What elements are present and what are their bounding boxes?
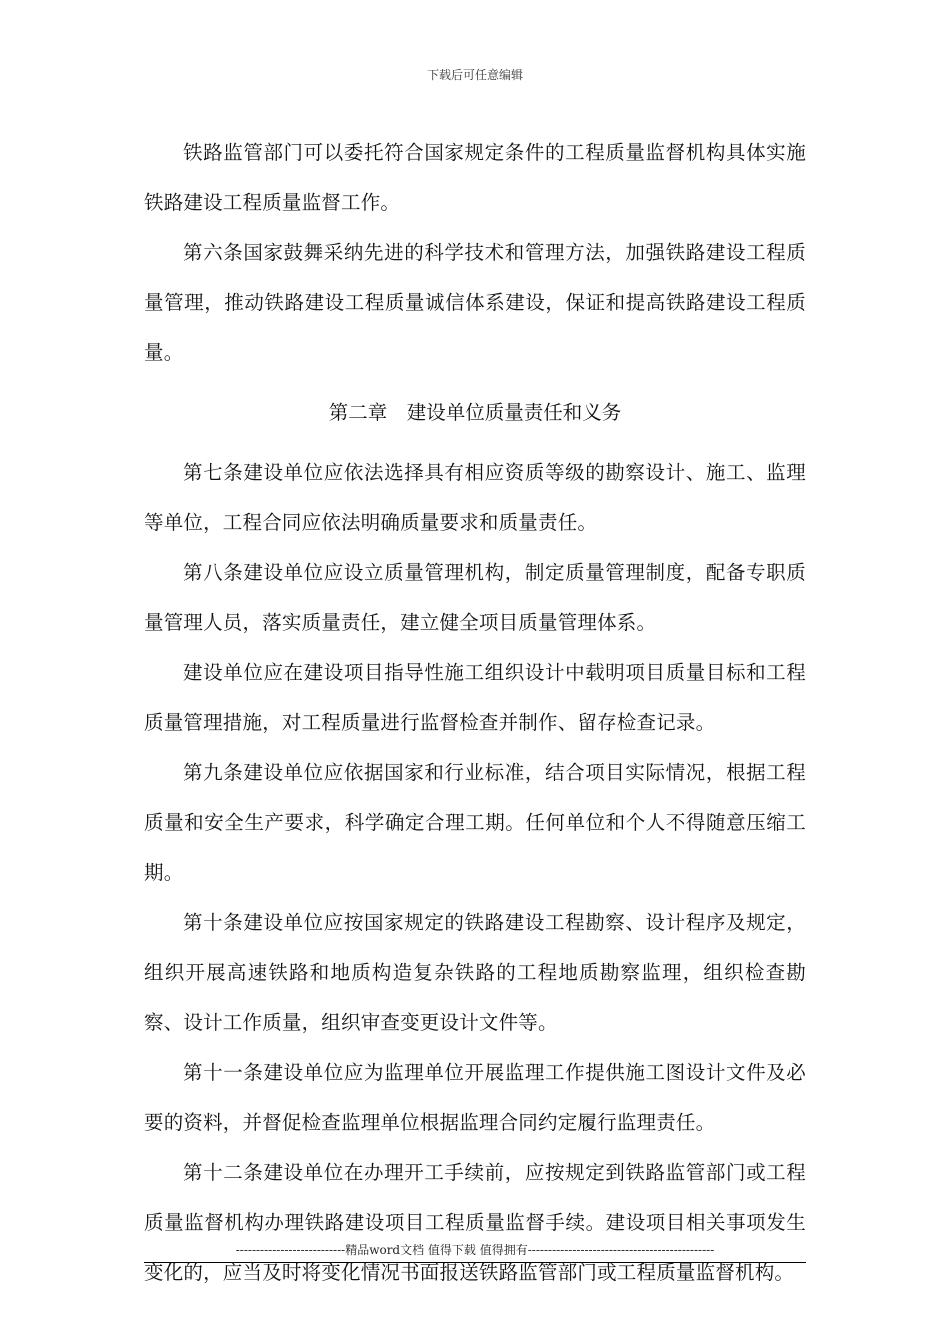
paragraph: 铁路监管部门可以委托符合国家规定条件的工程质量监督机构具体实施铁路建设工程质量监督工作。	[144, 141, 806, 214]
chapter-heading: 第二章 建设单位质量责任和义务	[328, 401, 622, 424]
paragraph: 第十条建设单位应按国家规定的铁路建设工程勘察、设计程序及规定，组织开展高速铁路和地质构造复杂铁路的工程地质勘察监理，组织检查勘察、设计工作质量，组织审查变更设计文件等。	[144, 911, 806, 1034]
paragraph: 第七条建设单位应依法选择具有相应资质等级的勘察设计、施工、监理等单位，工程合同应依法明确质量要求和质量责任。	[144, 461, 806, 534]
document-body	[144, 128, 806, 1298]
footer-note: ---------------------------精品word文档 值得下载 值得拥有----------------------------------------------	[235, 1243, 715, 1257]
paragraph: 第九条建设单位应依据国家和行业标准，结合项目实际情况，根据工程质量和安全生产要求，科学确定合理工期。任何单位和个人不得随意压缩工期。	[144, 761, 806, 884]
footer-divider	[144, 1262, 806, 1263]
paragraph: 建设单位应在建设项目指导性施工组织设计中载明项目质量目标和工程质量管理措施，对工程质量进行监督检查并制作、留存检查记录。	[144, 661, 806, 734]
paragraph: 第十二条建设单位在办理开工手续前，应按规定到铁路监管部门或工程质量监督机构办理铁路建设项目工程质量监督手续。建设项目相关事项发生变化的，应当及时将变化情况书面报送铁路监管部门或工程质量监督机构。	[144, 1161, 806, 1284]
page-footer	[144, 1240, 806, 1263]
paragraph: 第六条国家鼓舞采纳先进的科学技术和管理方法，加强铁路建设工程质量管理，推动铁路建设工程质量诚信体系建设，保证和提高铁路建设工程质量。	[144, 241, 806, 364]
paragraph: 第八条建设单位应设立质量管理机构，制定质量管理制度，配备专职质量管理人员，落实质量责任，建立健全项目质量管理体系。	[144, 561, 806, 634]
paragraph: 第十一条建设单位应为监理单位开展监理工作提供施工图设计文件及必要的资料，并督促检查监理单位根据监理合同约定履行监理责任。	[144, 1061, 806, 1134]
page-header-note: 下载后可任意编辑	[426, 68, 523, 82]
